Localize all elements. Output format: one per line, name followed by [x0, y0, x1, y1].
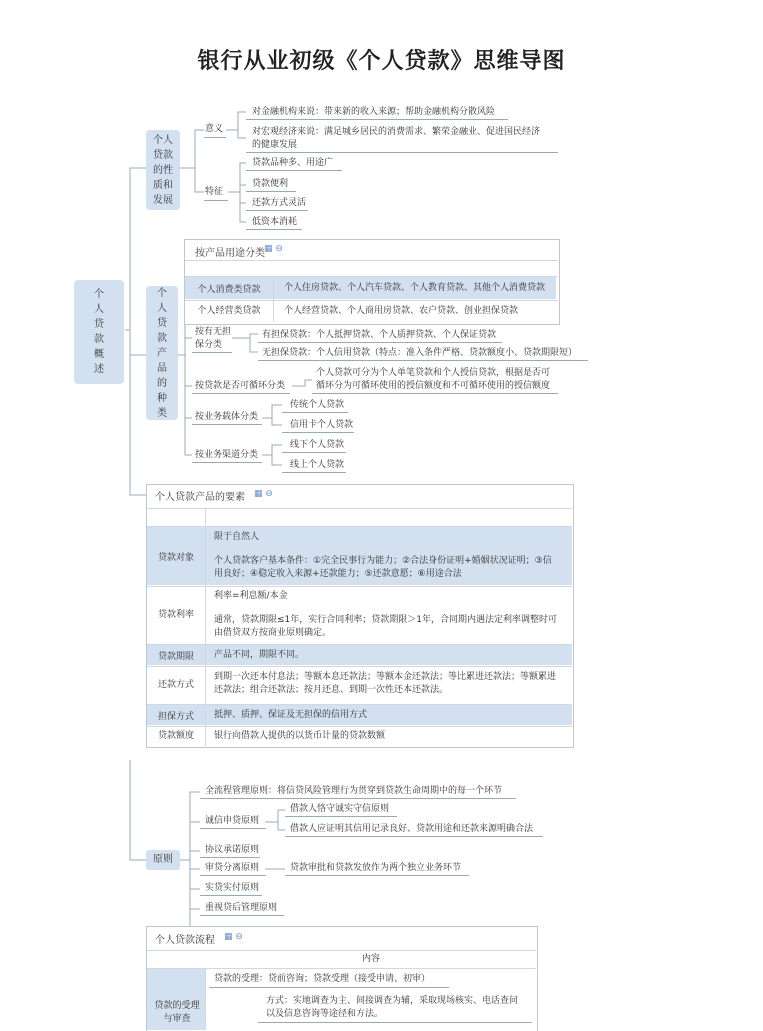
process-label[interactable]: 个人贷款流程 — [155, 935, 215, 946]
element-1-line-3: 用良好；④稳定收入来源+还款能力；⑤还款意愿；⑥用途合法 — [214, 569, 462, 579]
table-icon[interactable]: ▦ ⊖ — [264, 244, 283, 254]
element-6-line-1: 银行向借款人提供的以货币计量的贷款数额 — [214, 731, 386, 741]
element-1-line-1: 限于自然人 — [214, 532, 260, 542]
elements-label[interactable]: 个人贷款产品的要素 — [155, 492, 245, 503]
separation-label[interactable]: 审贷分离原则 — [205, 863, 260, 873]
by-cycle-label[interactable]: 按贷款是否可循环分类 — [195, 381, 286, 391]
root-label: 个人贷款概述 — [94, 289, 104, 375]
by-channel-label[interactable]: 按业务渠道分类 — [195, 450, 259, 460]
element-1-line-2: 个人贷款客户基本条件：①完全民事行为能力；②合法身份证明+婚姻状况证明；③信 — [214, 556, 552, 566]
principles-node[interactable]: 原则 — [146, 850, 180, 870]
honest-item-1[interactable]: 借款人恪守诚实守信原则 — [290, 804, 390, 814]
element-2-line-3: 由借贷双方按商业原则确定。 — [214, 628, 332, 638]
feature-item-4[interactable]: 低资本消耗 — [252, 217, 298, 227]
element-2-line-2: 通常，贷款期限≤1年，实行合同利率；贷款期限＞1年，合同期内遇法定利率调整时可 — [214, 615, 557, 625]
element-2-line-1: 利率=利息额/本金 — [214, 591, 288, 601]
element-name-2: 贷款利率 — [157, 610, 194, 620]
feature-item-2[interactable]: 贷款便利 — [252, 179, 289, 189]
by-use-row-1-name: 个人消费类贷款 — [185, 277, 273, 299]
process-line-3: 以及信息咨询等途径和方法。 — [266, 1009, 384, 1019]
meaning-item-2b: 的健康发展 — [252, 140, 298, 150]
real-principle[interactable]: 实贷实付原则 — [205, 883, 260, 893]
feature-item-1[interactable]: 贷款品种多、用途广 — [252, 158, 334, 168]
features-label[interactable]: 特征 — [205, 187, 224, 197]
feature-item-3[interactable]: 还款方式灵活 — [252, 198, 307, 208]
element-4-line-1: 到期一次还本付息法；等额本息还款法；等额本金还款法；等比累进还款法；等额累进 — [214, 672, 557, 682]
nature-node[interactable] — [146, 130, 180, 210]
page-title: 银行从业初级《个人贷款》思维导图 — [197, 48, 566, 74]
meaning-item-1[interactable]: 对金融机构来说：带来新的收入来源；帮助金融机构分散风险 — [252, 107, 496, 117]
meaning-item-2[interactable]: 对宏观经济来说：满足城乡居民的消费需求、繁荣金融业、促进国民经济 — [252, 127, 541, 137]
types-node[interactable] — [146, 286, 178, 420]
by-use-row-2-name: 个人经营类贷款 — [197, 306, 261, 316]
by-carrier-label[interactable]: 按业务载体分类 — [195, 412, 259, 422]
honest-item-2[interactable]: 借款人应证明其信用记录良好、贷款用途和还款来源明确合法 — [290, 824, 534, 834]
nature-label: 个人贷款的性质和发展 — [153, 134, 173, 206]
by-use-label[interactable]: 按产品用途分类 — [195, 248, 265, 259]
agreement-principle[interactable]: 协议承诺原则 — [205, 845, 260, 855]
table-icon[interactable]: ▦ ⊖ — [224, 932, 243, 942]
channel-item-1[interactable]: 线下个人贷款 — [290, 440, 345, 450]
guarantee-item-2[interactable]: 无担保贷款：个人信用贷款（特点：准入条件严格、贷款额度小、贷款期限短） — [262, 348, 578, 358]
element-name-4: 还款方式 — [157, 680, 194, 690]
guarantee-item-1[interactable]: 有担保贷款：个人抵押贷款、个人质押贷款、个人保证贷款 — [262, 330, 497, 340]
element-name-5: 担保方式 — [147, 705, 205, 725]
channel-item-2[interactable]: 线上个人贷款 — [290, 460, 345, 470]
root-node[interactable] — [74, 280, 124, 384]
process-header: 内容 — [361, 954, 380, 964]
element-3-line-1: 产品不同，期限不同。 — [214, 650, 305, 660]
carrier-item-1[interactable]: 传统个人贷款 — [290, 400, 345, 410]
carrier-item-2[interactable]: 信用卡个人贷款 — [290, 420, 354, 430]
types-label: 个人贷款产品的种类 — [157, 287, 167, 419]
by-guarantee-label-1[interactable]: 按有无担 — [195, 327, 232, 337]
table-icon[interactable]: ▦ ⊖ — [254, 489, 273, 499]
process-line-2: 方式：实地调查为主、间接调查为辅，采取现场核实、电话查问 — [266, 996, 519, 1006]
by-guarantee-label-2: 保分类 — [195, 340, 223, 350]
process-line-1: 贷款的受理：贷前咨询；贷款受理（接受申请、初审） — [214, 974, 431, 984]
meaning-label[interactable]: 意义 — [205, 124, 224, 134]
element-4-line-2: 还款法；组合还款法；按月还息、到期一次性还本还款法。 — [214, 685, 449, 695]
by-use-row-2-desc: 个人经营贷款、个人商用房贷款、农户贷款、创业担保贷款 — [284, 306, 519, 316]
process-row-name: 贷款的受理与审查 — [154, 1001, 200, 1024]
by-use-row-1-desc: 个人住房贷款、个人汽车贷款、个人教育贷款、其他个人消费贷款 — [274, 277, 556, 299]
honest-label[interactable]: 诚信申贷原则 — [205, 816, 260, 826]
by-cycle-line-2: 循环分为可循环使用的授信额度和不可循环使用的授信额度 — [316, 381, 551, 391]
element-5-line-1: 抵押、质押、保证及无担保的信用方式 — [214, 710, 368, 720]
post-principle[interactable]: 重视贷后管理原则 — [205, 903, 278, 913]
separation-desc[interactable]: 贷款审批和贷款发放作为两个独立业务环节 — [290, 863, 462, 873]
element-name-3: 贷款期限 — [147, 645, 205, 665]
full-process-principle[interactable]: 全流程管理原则：将信贷风险管理行为贯穿到贷款生命周期中的每一个环节 — [205, 786, 503, 796]
by-cycle-line-1[interactable]: 个人贷款可分为个人单笔贷款和个人授信贷款，根据是否可 — [316, 368, 551, 378]
element-name-6: 贷款额度 — [157, 731, 194, 741]
element-name-1: 贷款对象 — [147, 527, 205, 585]
